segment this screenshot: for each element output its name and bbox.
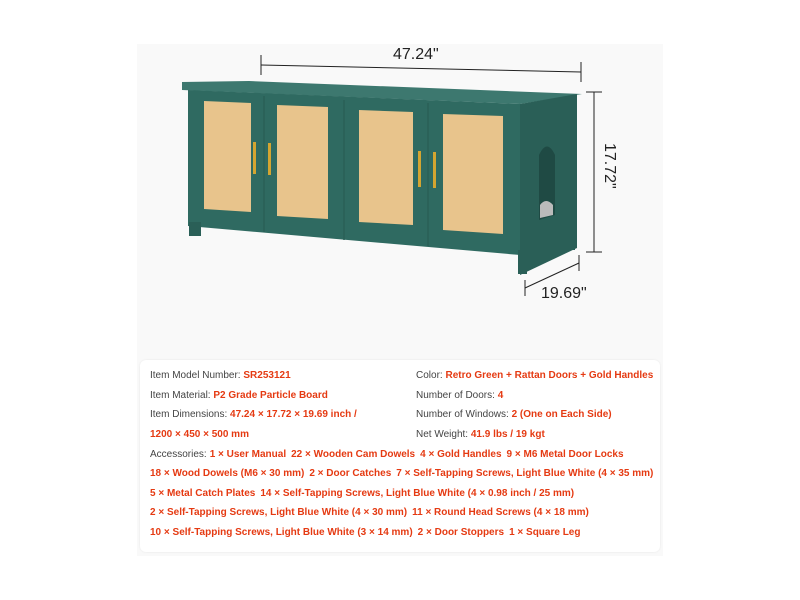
accessories-line: Accessories: 1 × User Manual 22 × Wooden Cam Dowels 4 × Gold Handles 9 × M6 Metal Door Locks	[150, 449, 624, 460]
spec-dimensions-mm: 1200 × 450 × 500 mm	[150, 429, 249, 440]
spec-material: Item Material: P2 Grade Particle Board	[150, 390, 328, 401]
width-dimension-label: 47.24"	[393, 46, 439, 63]
spec-color: Color: Retro Green + Rattan Doors + Gold Handles	[416, 370, 654, 381]
spec-model: Item Model Number: SR253121	[150, 370, 291, 381]
accessories-line: 10 × Self-Tapping Screws, Light Blue White (3 × 14 mm) 2 × Door Stoppers 1 × Square Leg	[150, 527, 581, 538]
spec-doors: Number of Doors: 4	[416, 390, 504, 401]
height-dimension-label: 17.72"	[601, 143, 618, 189]
cabinet-image	[137, 44, 663, 356]
spec-dimensions: Item Dimensions: 47.24 × 17.72 × 19.69 inch /	[150, 409, 357, 420]
accessories-line: 18 × Wood Dowels (M6 × 30 mm) 2 × Door Catches 7 × Self-Tapping Screws, Light Blue White (4 × 35 mm)	[150, 468, 654, 479]
accessories-line: 2 × Self-Tapping Screws, Light Blue White (4 × 30 mm) 11 × Round Head Screws (4 × 18 mm)	[150, 507, 589, 518]
spec-weight: Net Weight: 41.9 lbs / 19 kgt	[416, 429, 545, 440]
spec-card	[140, 360, 660, 552]
spec-windows: Number of Windows: 2 (One on Each Side)	[416, 409, 612, 420]
depth-dimension-label: 19.69"	[541, 285, 587, 302]
accessories-line: 5 × Metal Catch Plates 14 × Self-Tapping Screws, Light Blue White (4 × 0.98 inch / 25 mm)	[150, 488, 575, 499]
